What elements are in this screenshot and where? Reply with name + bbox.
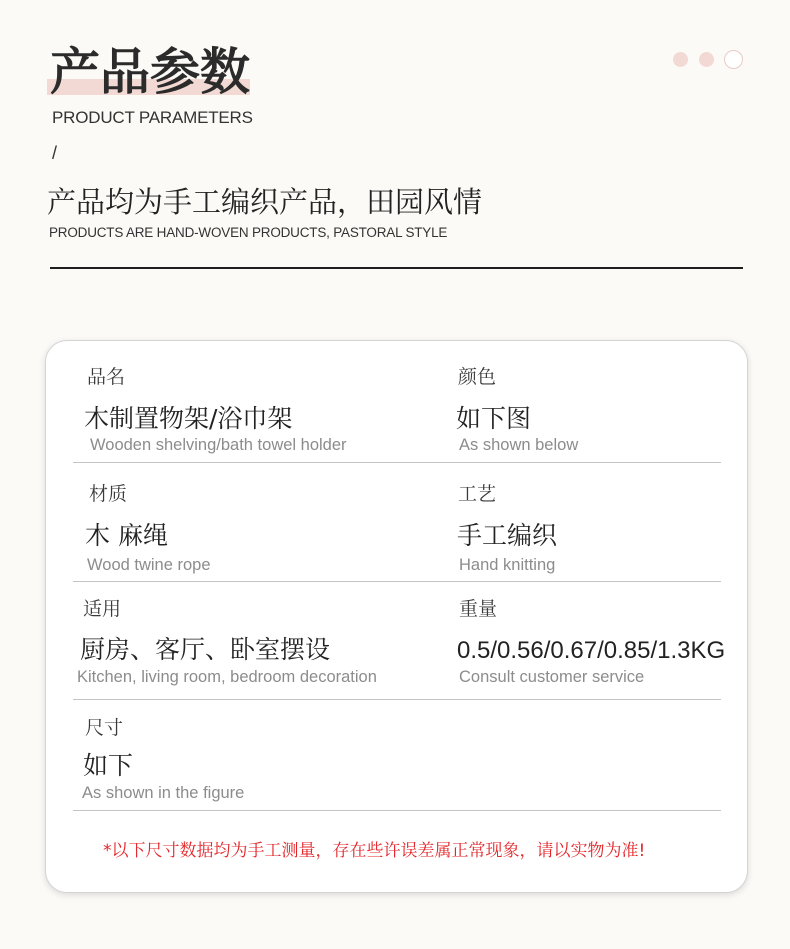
slash-divider: / <box>52 143 58 163</box>
parameters-card <box>45 340 748 893</box>
param-name-label: 品名 <box>87 366 126 388</box>
param-color-value-en: As shown below <box>459 436 579 454</box>
tagline-en: PRODUCTS ARE HAND-WOVEN PRODUCTS, PASTORAL STYLE <box>49 225 448 240</box>
param-usage-value-en: Kitchen, living room, bedroom decoration <box>77 668 377 686</box>
param-color-value: 如下图 <box>456 404 532 433</box>
param-weight-value-en: Consult customer service <box>459 668 645 686</box>
row-divider-3 <box>73 699 721 700</box>
param-name-value: 木制置物架/浴巾架 <box>84 404 293 433</box>
row-divider-2 <box>73 581 721 582</box>
param-craft-label: 工艺 <box>458 483 497 505</box>
param-usage-label: 适用 <box>83 598 122 620</box>
param-material-value: 木 麻绳 <box>85 521 168 550</box>
row-divider-1 <box>73 462 721 463</box>
param-usage-value: 厨房、客厅、卧室摆设 <box>80 635 331 664</box>
param-craft-value: 手工编织 <box>457 521 558 550</box>
row-divider-4 <box>73 810 721 811</box>
param-craft-value-en: Hand knitting <box>459 556 556 574</box>
tagline: 产品均为手工编织产品，田园风情 <box>47 185 483 219</box>
param-size-value-en: As shown in the figure <box>82 784 245 802</box>
param-material-label: 材质 <box>89 483 128 505</box>
param-name-value-en: Wooden shelving/bath towel holder <box>90 436 347 454</box>
param-material-value-en: Wood twine rope <box>87 556 211 574</box>
param-weight-value: 0.5/0.56/0.67/0.85/1.3KG <box>457 637 726 664</box>
param-color-label: 颜色 <box>458 366 497 388</box>
decor-dot-2 <box>699 52 714 67</box>
page-title: 产品参数 <box>50 43 250 101</box>
measurement-note: *以下尺寸数据均为手工测量，存在些许误差属正常现象，请以实物为准! <box>103 841 646 861</box>
header-rule <box>50 267 743 269</box>
param-size-value: 如下 <box>83 751 134 780</box>
param-weight-label: 重量 <box>459 598 498 620</box>
param-size-label: 尺寸 <box>85 717 124 739</box>
decor-dot-1 <box>673 52 688 67</box>
decor-dot-3 <box>724 50 743 69</box>
page-subtitle-en: PRODUCT PARAMETERS <box>52 108 253 127</box>
